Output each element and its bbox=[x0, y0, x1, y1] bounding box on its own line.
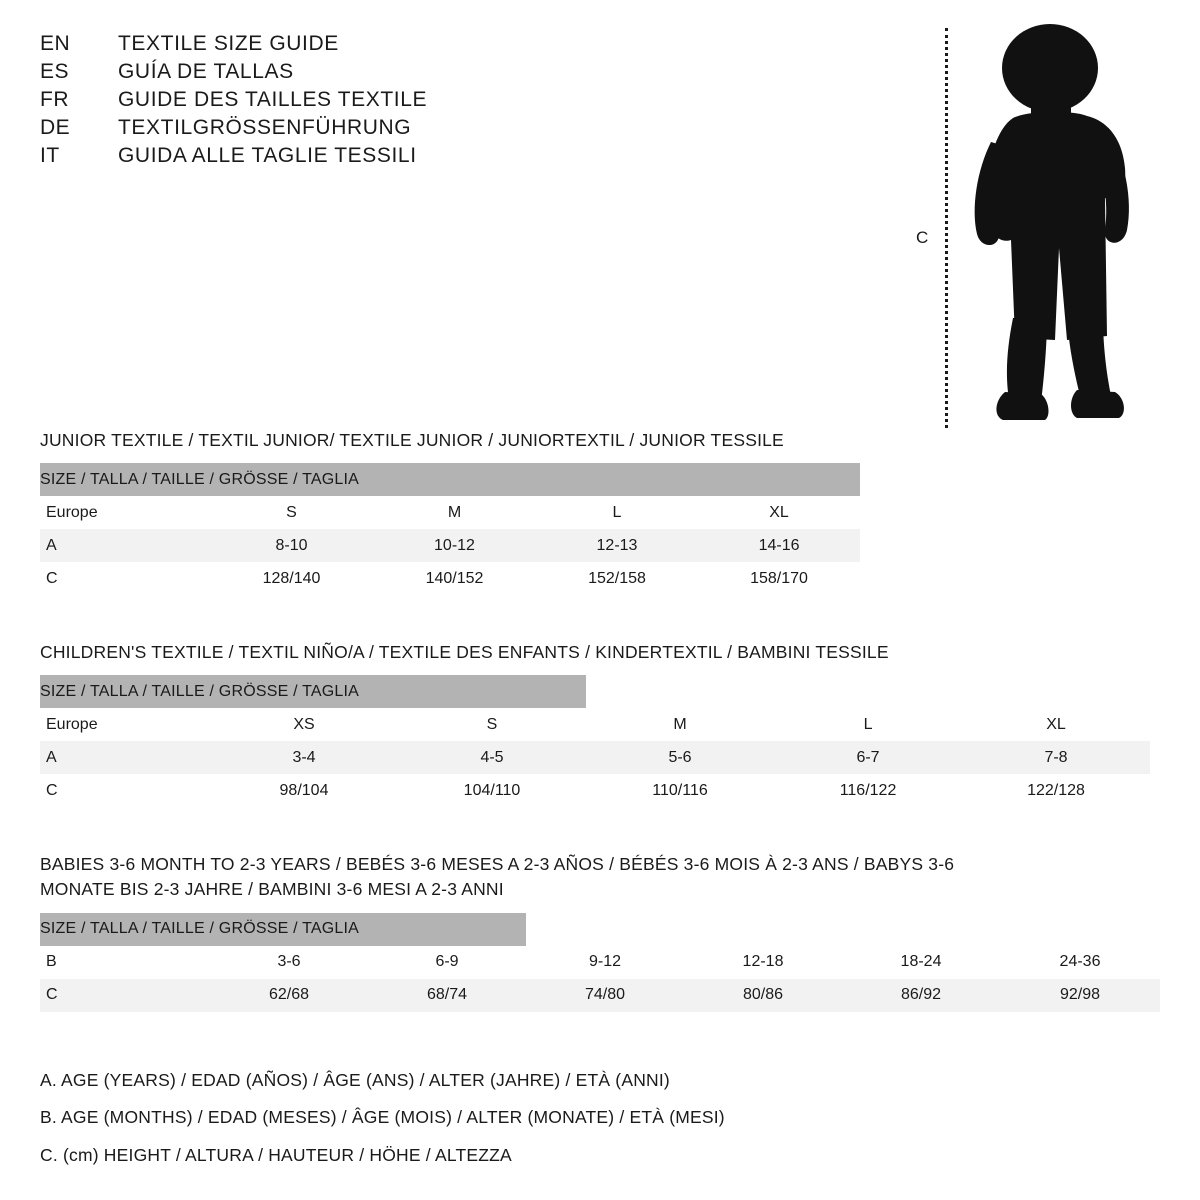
title-lang-de: DE bbox=[40, 116, 71, 139]
height-measure-label: C bbox=[916, 228, 929, 247]
title-row-fr bbox=[40, 88, 660, 112]
table-row bbox=[40, 946, 1160, 979]
table-junior-header-row bbox=[40, 463, 860, 496]
cell: 62/68 bbox=[210, 979, 368, 1012]
legend-line-a: A. AGE (YEARS) / EDAD (AÑOS) / ÂGE (ANS) / ALTER (JAHRE) / ETÀ (ANNI) bbox=[40, 1070, 670, 1090]
section-children-title: CHILDREN'S TEXTILE / TEXTIL NIÑO/A / TEXTILE DES ENFANTS / KINDERTEXTIL / BAMBINI TESSILE bbox=[40, 642, 889, 662]
legend-line-b: B. AGE (MONTHS) / EDAD (MESES) / ÂGE (MOIS) / ALTER (MONATE) / ETÀ (MESI) bbox=[40, 1107, 725, 1128]
table-children-header-spacer bbox=[586, 675, 1150, 708]
cell: 80/86 bbox=[684, 979, 842, 1012]
cell: XL bbox=[698, 496, 860, 529]
cell: 12-18 bbox=[684, 946, 842, 979]
row-label-c: C bbox=[40, 774, 210, 807]
cell: XL bbox=[962, 708, 1150, 741]
section-babies bbox=[40, 852, 1170, 1012]
cell: 152/158 bbox=[536, 562, 698, 595]
table-junior bbox=[40, 463, 860, 595]
section-children bbox=[40, 640, 1170, 807]
cell: 18-24 bbox=[842, 946, 1000, 979]
table-row bbox=[40, 741, 1150, 774]
title-text-it: GUIDA ALLE TAGLIE TESSILI bbox=[118, 144, 417, 167]
cell: 68/74 bbox=[368, 979, 526, 1012]
title-block bbox=[40, 32, 660, 172]
cell: 12-13 bbox=[536, 529, 698, 562]
table-junior-header: SIZE / TALLA / TAILLE / GRÖSSE / TAGLIA bbox=[40, 463, 860, 496]
row-label-europe: Europe bbox=[40, 496, 210, 529]
toddler-silhouette bbox=[955, 18, 1155, 433]
row-label-europe: Europe bbox=[40, 708, 210, 741]
cell: 6-7 bbox=[774, 741, 962, 774]
cell: 74/80 bbox=[526, 979, 684, 1012]
height-figure bbox=[900, 10, 1160, 430]
cell: 86/92 bbox=[842, 979, 1000, 1012]
title-lang-fr: FR bbox=[40, 88, 69, 111]
cell: S bbox=[210, 496, 373, 529]
cell: 10-12 bbox=[373, 529, 536, 562]
table-children-header: SIZE / TALLA / TAILLE / GRÖSSE / TAGLIA bbox=[40, 675, 586, 708]
cell: L bbox=[774, 708, 962, 741]
cell: 92/98 bbox=[1000, 979, 1160, 1012]
row-label-a: A bbox=[40, 529, 210, 562]
title-text-de: TEXTILGRÖSSENFÜHRUNG bbox=[118, 116, 412, 139]
cell: 128/140 bbox=[210, 562, 373, 595]
cell: 6-9 bbox=[368, 946, 526, 979]
title-lang-en: EN bbox=[40, 32, 71, 55]
cell: 110/116 bbox=[586, 774, 774, 807]
section-babies-title: BABIES 3-6 MONTH TO 2-3 YEARS / BEBÉS 3-6 MESES A 2-3 AÑOS / BÉBÉS 3-6 MOIS À 2-3 ANS / BABYS 3-6 MONATE BIS 2-3 JAHRE / BAMBINI 3-6 MESI A 2-3 ANNI bbox=[40, 854, 955, 900]
table-babies-header: SIZE / TALLA / TAILLE / GRÖSSE / TAGLIA bbox=[40, 913, 526, 946]
title-row-it bbox=[40, 144, 660, 168]
row-label-c: C bbox=[40, 562, 210, 595]
cell: M bbox=[373, 496, 536, 529]
row-label-c: C bbox=[40, 979, 210, 1012]
cell: 14-16 bbox=[698, 529, 860, 562]
height-dotted-line bbox=[945, 28, 948, 428]
cell: S bbox=[398, 708, 586, 741]
cell: 8-10 bbox=[210, 529, 373, 562]
cell: 122/128 bbox=[962, 774, 1150, 807]
cell: 104/110 bbox=[398, 774, 586, 807]
legend-block bbox=[40, 1068, 1160, 1168]
table-babies-header-row bbox=[40, 913, 1160, 946]
title-text-fr: GUIDE DES TAILLES TEXTILE bbox=[118, 88, 428, 111]
cell: 98/104 bbox=[210, 774, 398, 807]
cell: 4-5 bbox=[398, 741, 586, 774]
table-children bbox=[40, 675, 1150, 807]
title-row-en bbox=[40, 32, 660, 56]
row-label-b: B bbox=[40, 946, 210, 979]
cell: 7-8 bbox=[962, 741, 1150, 774]
cell: 5-6 bbox=[586, 741, 774, 774]
cell: 9-12 bbox=[526, 946, 684, 979]
table-children-header-row bbox=[40, 675, 1150, 708]
cell: 24-36 bbox=[1000, 946, 1160, 979]
cell: 3-4 bbox=[210, 741, 398, 774]
cell: 158/170 bbox=[698, 562, 860, 595]
table-row bbox=[40, 979, 1160, 1012]
title-row-es bbox=[40, 60, 660, 84]
section-junior bbox=[40, 428, 1160, 595]
table-row bbox=[40, 774, 1150, 807]
title-text-es: GUÍA DE TALLAS bbox=[118, 60, 294, 83]
cell: 140/152 bbox=[373, 562, 536, 595]
title-lang-it: IT bbox=[40, 144, 60, 167]
title-text-en: TEXTILE SIZE GUIDE bbox=[118, 32, 339, 55]
table-babies-header-spacer bbox=[526, 913, 1160, 946]
row-label-a: A bbox=[40, 741, 210, 774]
table-row bbox=[40, 529, 860, 562]
cell: XS bbox=[210, 708, 398, 741]
cell: M bbox=[586, 708, 774, 741]
table-row bbox=[40, 562, 860, 595]
table-row bbox=[40, 708, 1150, 741]
section-junior-title: JUNIOR TEXTILE / TEXTIL JUNIOR/ TEXTILE JUNIOR / JUNIORTEXTIL / JUNIOR TESSILE bbox=[40, 430, 784, 450]
title-row-de bbox=[40, 116, 660, 140]
table-babies bbox=[40, 913, 1160, 1012]
cell: L bbox=[536, 496, 698, 529]
cell: 116/122 bbox=[774, 774, 962, 807]
table-row bbox=[40, 496, 860, 529]
title-lang-es: ES bbox=[40, 60, 70, 83]
cell: 3-6 bbox=[210, 946, 368, 979]
legend-line-c: C. (cm) HEIGHT / ALTURA / HAUTEUR / HÖHE / ALTEZZA bbox=[40, 1144, 512, 1165]
